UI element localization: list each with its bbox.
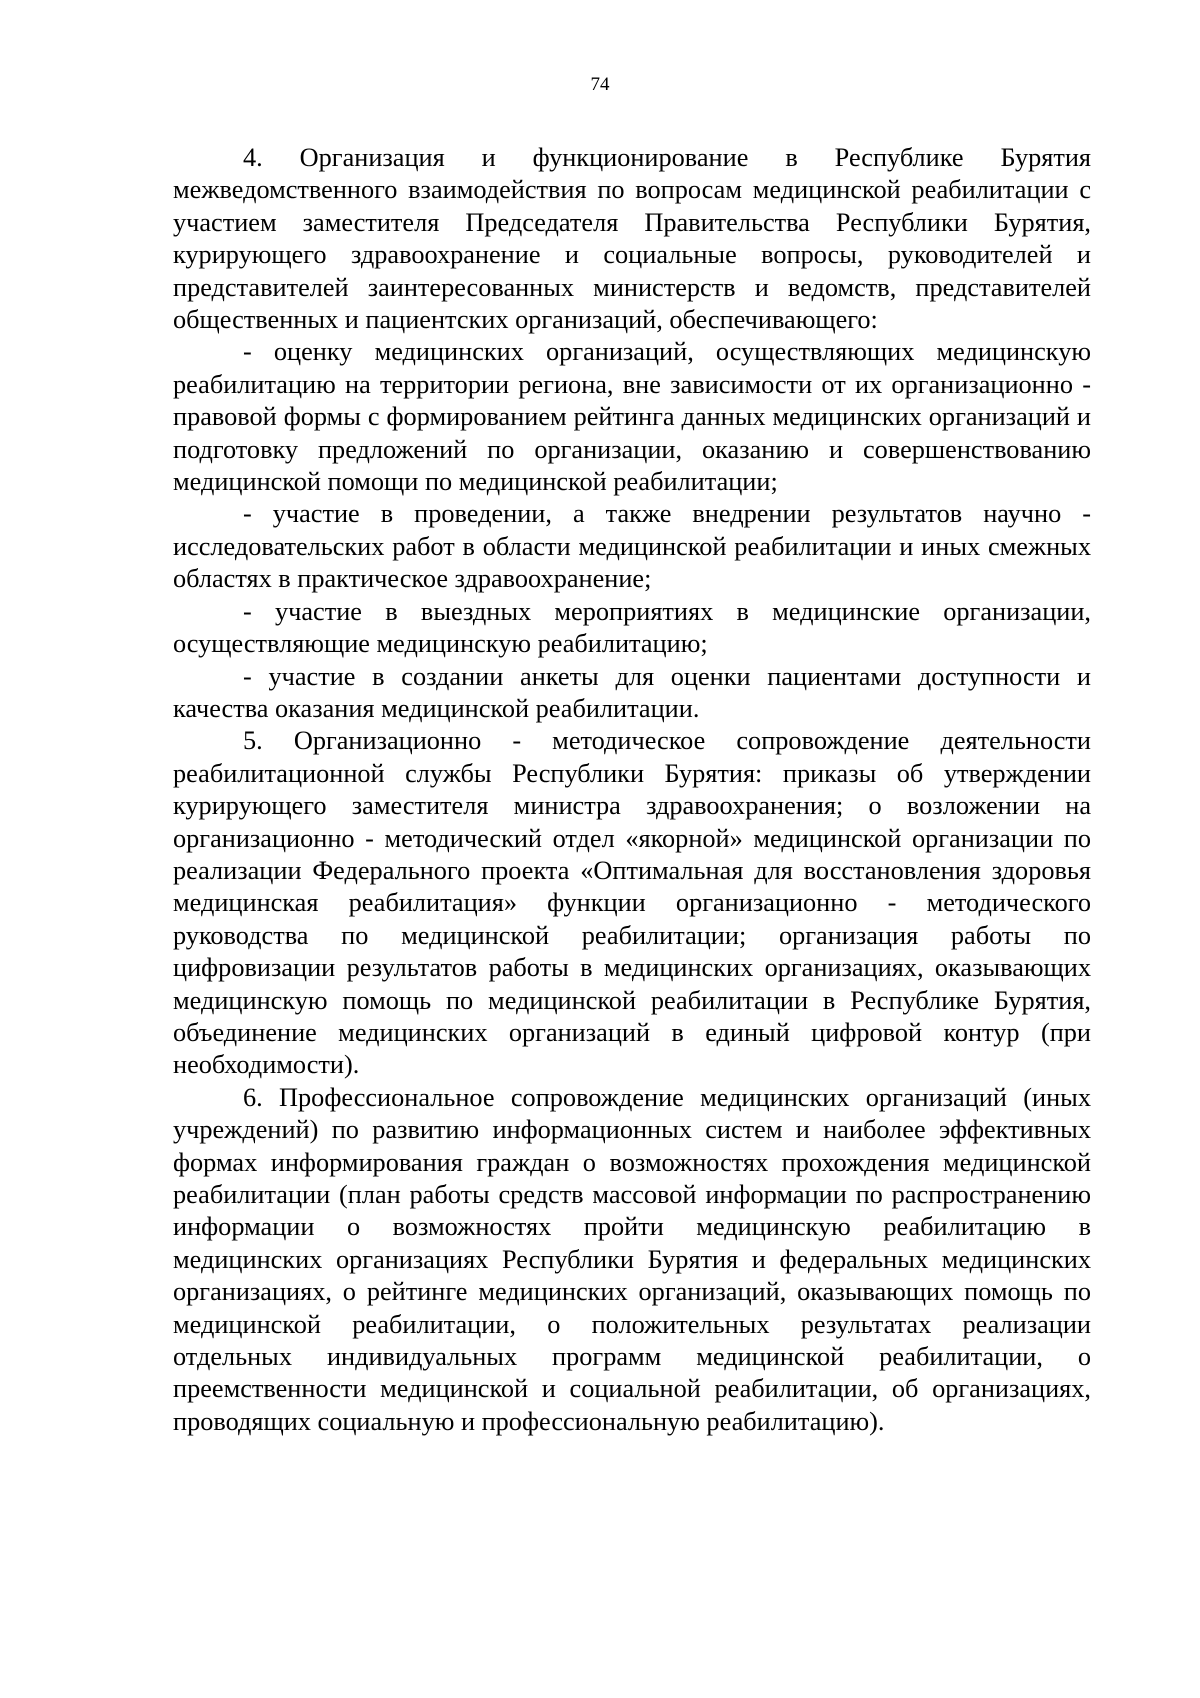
paragraph-item-6: 6. Профессиональное сопровождение медицинских организаций (иных учреждений) по развитию информационных систем и наиболее эффективных формах информирования граждан о возможностях прохождения медицинской реабилитации (план работы средств массовой информации по распространению информации о возможностях пройти медицинскую реабилитацию в медицинских организациях Республики Бурятия и федеральных медицинских организациях, о рейтинге медицинских организаций, оказывающих помощь по медицинской реабилитации, о положительных результатах реализации отдельных индивидуальных программ медицинской реабилитации, о преемственности медицинской и социальной реабилитации, об организациях, проводящих социальную и профессиональную реабилитацию). [173,1082,1091,1436]
paragraph-bullet-research: - участие в проведении, а также внедрении результатов научно - исследовательских работ в области медицинской реабилитации и иных смежных областях в практическое здравоохранение; [173,499,1091,594]
paragraph-bullet-questionnaire: - участие в создании анкеты для оценки пациентами доступности и качества оказания медицинской реабилитации. [173,661,1091,723]
paragraph-bullet-site-visits: - участие в выездных мероприятиях в медицинские организации, осуществляющие медицинскую реабилитацию; [173,596,1091,659]
paragraph-item-4: 4. Организация и функционирование в Республике Бурятия межведомственного взаимодействия по вопросам медицинской реабилитации с участием заместителя Председателя Правительства Республики Бурятия, курирующего здравоохранение и социальные вопросы, руководителей и представителей заинтересованных министерств и ведомств, представителей общественных и пациентских организаций, обеспечивающего: [173,143,1091,335]
paragraph-bullet-assessment: - оценку медицинских организаций, осуществляющих медицинскую реабилитацию на территории региона, вне зависимости от их организационно - правовой формы с формированием рейтинга данных медицинских организаций и подготовку предложений по организации, оказанию и совершенствованию медицинской помощи по медицинской реабилитации; [173,337,1091,497]
page-number: 74 [590,74,610,95]
document-body [173,142,1091,1438]
paragraph-item-5: 5. Организационно - методическое сопровождение деятельности реабилитационной службы Республики Бурятия: приказы об утверждении курирующего заместителя министра здравоохранения; о возложении на организационно - методический отдел «якорной» медицинской организации по реализации Федерального проекта «Оптимальная для восстановления здоровья медицинская реабилитация» функции организационно - методического руководства по медицинской реабилитации; организация работы по цифровизации результатов работы в медицинских организациях, оказывающих медицинскую помощь по медицинской реабилитации в Республике Бурятия, объединение медицинских организаций в единый цифровой контур (при необходимости). [173,726,1091,1080]
